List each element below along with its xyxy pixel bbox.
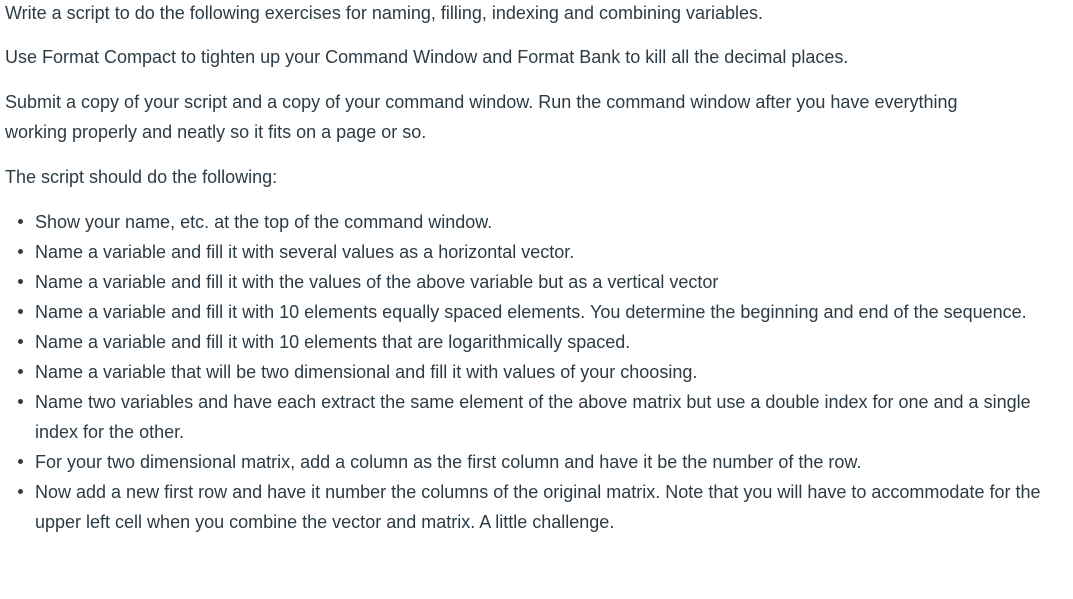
intro-paragraph: Write a script to do the following exercises for naming, filling, indexing and combining variables. (5, 3, 764, 23)
bullet-icon (18, 249, 23, 254)
task-text: Show your name, etc. at the top of the command window. (35, 212, 493, 232)
task-text: Name two variables and have each extract the same element of the above matrix but use a double index for one and a single index for the other. (35, 392, 1031, 442)
task-text: For your two dimensional matrix, add a column as the first column and have it be the number of the row. (35, 452, 862, 472)
bullet-icon (18, 279, 23, 284)
task-list-item (0, 267, 1062, 297)
task-text: Name a variable and fill it with the values of the above variable but as a vertical vector (35, 272, 719, 292)
script-requirements-heading: The script should do the following: (5, 167, 278, 187)
task-list-item (0, 447, 1062, 477)
task-text: Name a variable that will be two dimensional and fill it with values of your choosing. (35, 362, 698, 382)
task-list-item (0, 477, 1062, 537)
bullet-icon (18, 369, 23, 374)
bullet-icon (18, 459, 23, 464)
task-text: Name a variable and fill it with 10 elements that are logarithmically spaced. (35, 332, 631, 352)
task-text: Name a variable and fill it with 10 elements equally spaced elements. You determine the beginning and end of the sequence. (35, 302, 1027, 322)
task-text: Name a variable and fill it with several values as a horizontal vector. (35, 242, 575, 262)
format-instructions-paragraph: Use Format Compact to tighten up your Command Window and Format Bank to kill all the decimal places. (5, 47, 849, 67)
submission-instructions-paragraph: Submit a copy of your script and a copy of your command window. Run the command window after you have everything working properly and neatly so it fits on a page or so. (5, 92, 958, 142)
task-list-item (0, 387, 1062, 447)
task-text: Now add a new first row and have it number the columns of the original matrix. Note that you will have to accommodate for the upper left cell when you combine the vector and matrix. A little challenge. (35, 482, 1041, 532)
task-list (0, 207, 1062, 537)
bullet-icon (18, 309, 23, 314)
bullet-icon (18, 489, 23, 494)
task-list-item (0, 297, 1062, 327)
bullet-icon (18, 399, 23, 404)
task-list-item (0, 207, 1062, 237)
task-list-item (0, 237, 1062, 267)
task-list-item (0, 357, 1062, 387)
bullet-icon (18, 219, 23, 224)
task-list-item (0, 327, 1062, 357)
bullet-icon (18, 339, 23, 344)
